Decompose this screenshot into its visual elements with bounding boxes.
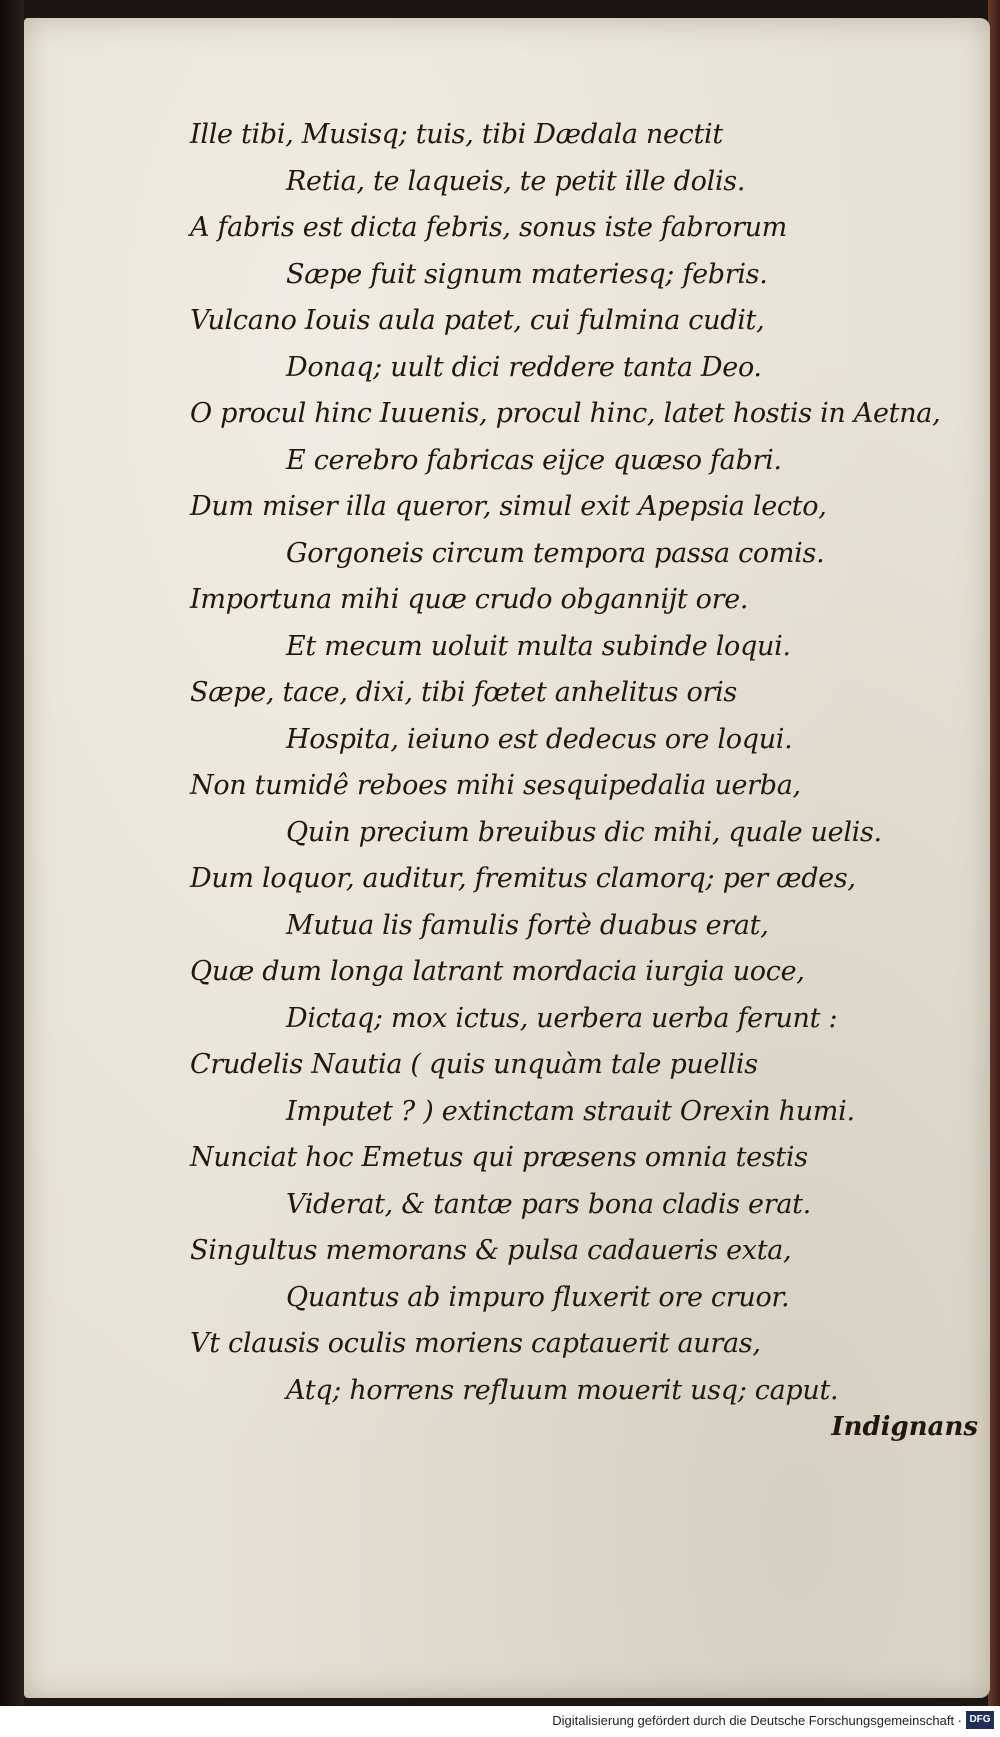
verse-line: Imputet ? ) extinctam strauit Orexin humi. bbox=[286, 1095, 855, 1127]
verse-line: E cerebro fabricas eijce quæso fabri. bbox=[286, 444, 782, 476]
verse-line: Crudelis Nautia ( quis unquàm tale puellis bbox=[190, 1049, 758, 1080]
verse-line: Mutua lis famulis fortè duabus erat, bbox=[286, 909, 769, 941]
verse-line: Dum loquor, auditur, fremitus clamorq; per ædes, bbox=[190, 863, 856, 894]
verse-line: Retia, te laqueis, te petit ille dolis. bbox=[286, 165, 746, 197]
verse-line: Viderat, & tantæ pars bona cladis erat. bbox=[286, 1188, 811, 1220]
verse-line: Dum miser illa queror, simul exit Apepsia lecto, bbox=[190, 491, 827, 522]
verse-line: Quin precium breuibus dic mihi, quale uelis. bbox=[286, 816, 882, 848]
verse-line: Donaq; uult dici reddere tanta Deo. bbox=[286, 351, 762, 383]
verse-line: Importuna mihi quæ crudo obgannijt ore. bbox=[190, 584, 749, 615]
verse-line: Gorgoneis circum tempora passa comis. bbox=[286, 537, 825, 569]
verse-line: Quæ dum longa latrant mordacia iurgia uoce, bbox=[190, 956, 805, 987]
dfg-logo: DFG bbox=[966, 1711, 994, 1729]
verse-line: Dictaq; mox ictus, uerbera uerba ferunt : bbox=[286, 1002, 838, 1034]
funding-notice: Digitalisierung gefördert durch die Deutsche Forschungsgemeinschaft · bbox=[552, 1713, 962, 1728]
verse-line: Sæpe, tace, dixi, tibi fœtet anhelitus oris bbox=[190, 677, 737, 708]
verse-line: Atq; horrens refluum mouerit usq; caput. bbox=[286, 1374, 839, 1406]
verse-line: O procul hinc Iuuenis, procul hinc, latet hostis in Aetna, bbox=[190, 398, 941, 429]
verse-line: Hospita, ieiuno est dedecus ore loqui. bbox=[286, 723, 793, 755]
verse-text-block bbox=[190, 112, 980, 1414]
verse-line: Sæpe fuit signum materiesq; febris. bbox=[286, 258, 768, 290]
verse-line: Vulcano Iouis aula patet, cui fulmina cudit, bbox=[190, 305, 765, 336]
catchword: Indignans bbox=[831, 1412, 978, 1442]
verse-line: Ille tibi, Musisq; tuis, tibi Dædala nectit bbox=[190, 119, 723, 150]
verse-line: Vt clausis oculis moriens captauerit auras, bbox=[190, 1328, 761, 1359]
verse-line: Nunciat hoc Emetus qui præsens omnia testis bbox=[190, 1142, 808, 1173]
verse-line: Et mecum uoluit multa subinde loqui. bbox=[286, 630, 791, 662]
verse-line: A fabris est dicta febris, sonus iste fabrorum bbox=[190, 212, 787, 243]
book-edge-left bbox=[0, 0, 24, 1737]
verse-line: Non tumidê reboes mihi sesquipedalia uerba, bbox=[190, 770, 801, 801]
verse-line: Singultus memorans & pulsa cadaueris exta, bbox=[190, 1235, 792, 1266]
verse-line: Quantus ab impuro fluxerit ore cruor. bbox=[286, 1281, 790, 1313]
